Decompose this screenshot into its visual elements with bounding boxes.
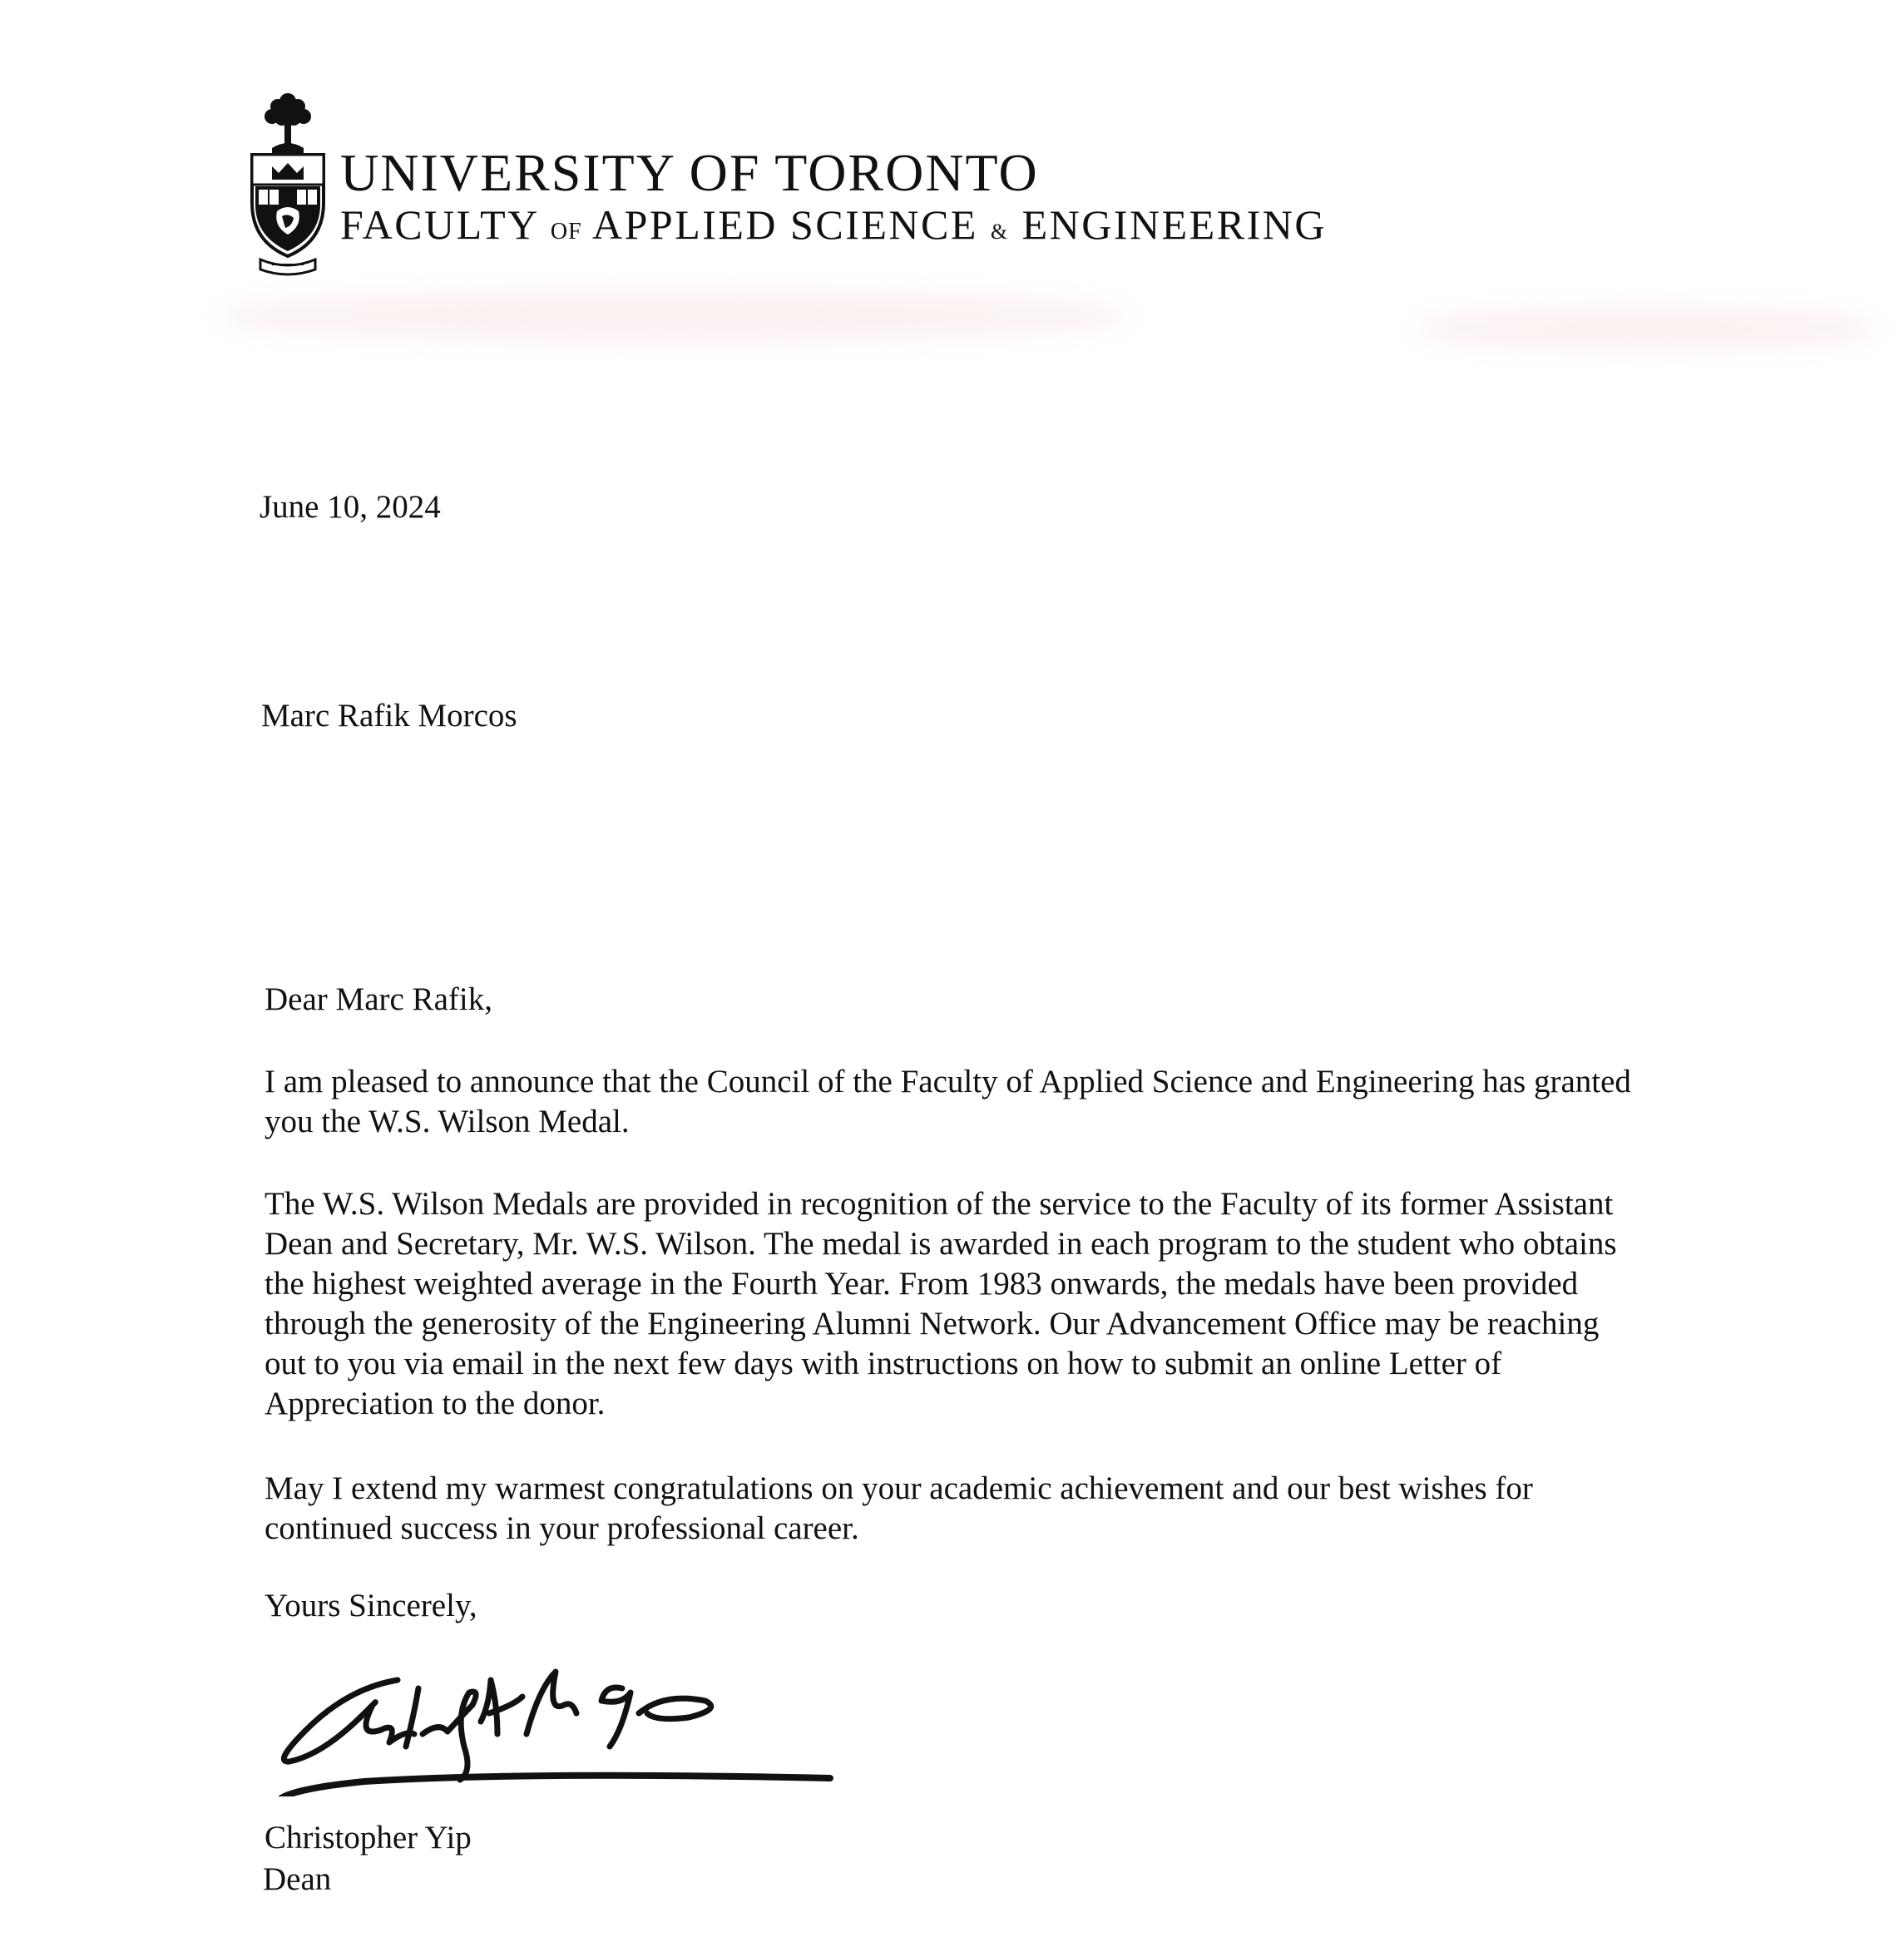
handwritten-signature	[273, 1655, 838, 1796]
university-name: UNIVERSITY OF TORONTO	[340, 143, 1039, 202]
closing: Yours Sincerely,	[265, 1588, 477, 1623]
body-paragraph-3: May I extend my warmest congratulations on your academic achievement and our best wishes for continued success in your professional career.	[265, 1470, 1533, 1546]
letterhead	[247, 86, 1345, 279]
faculty-applied-science: APPLIED SCIENCE	[591, 201, 978, 248]
signer-name: Christopher Yip	[265, 1820, 472, 1856]
body-paragraph-1: I am pleased to announce that the Council of the Faculty of Applied Science and Engineering has granted you the W.S. Wilson Medal.	[265, 1064, 1631, 1139]
university-crest-icon	[247, 86, 329, 279]
letter-date: June 10, 2024	[260, 489, 441, 525]
faculty-ampersand: &	[990, 220, 1010, 244]
body-paragraph-2: The W.S. Wilson Medals are provided in recognition of the service to the Faculty of its former Assistant Dean and Secretary, Mr. W.S. Wilson. The medal is awarded in each program to the student who obtains the highest weighted average in the Fourth Year. From 1983 onwards, the medals have been provided through the generosity of the Engineering Alumni Network. Our Advancement Office may be reaching out to you via email in the next few days with instructions on how to submit an online Letter of Appreciation to the donor.	[265, 1186, 1617, 1421]
background-smudge	[216, 291, 1131, 341]
faculty-word: FACULTY	[340, 201, 538, 248]
faculty-engineering: ENGINEERING	[1021, 201, 1327, 248]
salutation: Dear Marc Rafik,	[265, 981, 492, 1017]
signer-title: Dean	[263, 1861, 332, 1897]
faculty-name	[340, 201, 1327, 255]
background-smudge	[1414, 308, 1880, 349]
faculty-of: OF	[550, 219, 582, 245]
recipient-name: Marc Rafik Morcos	[261, 698, 517, 734]
